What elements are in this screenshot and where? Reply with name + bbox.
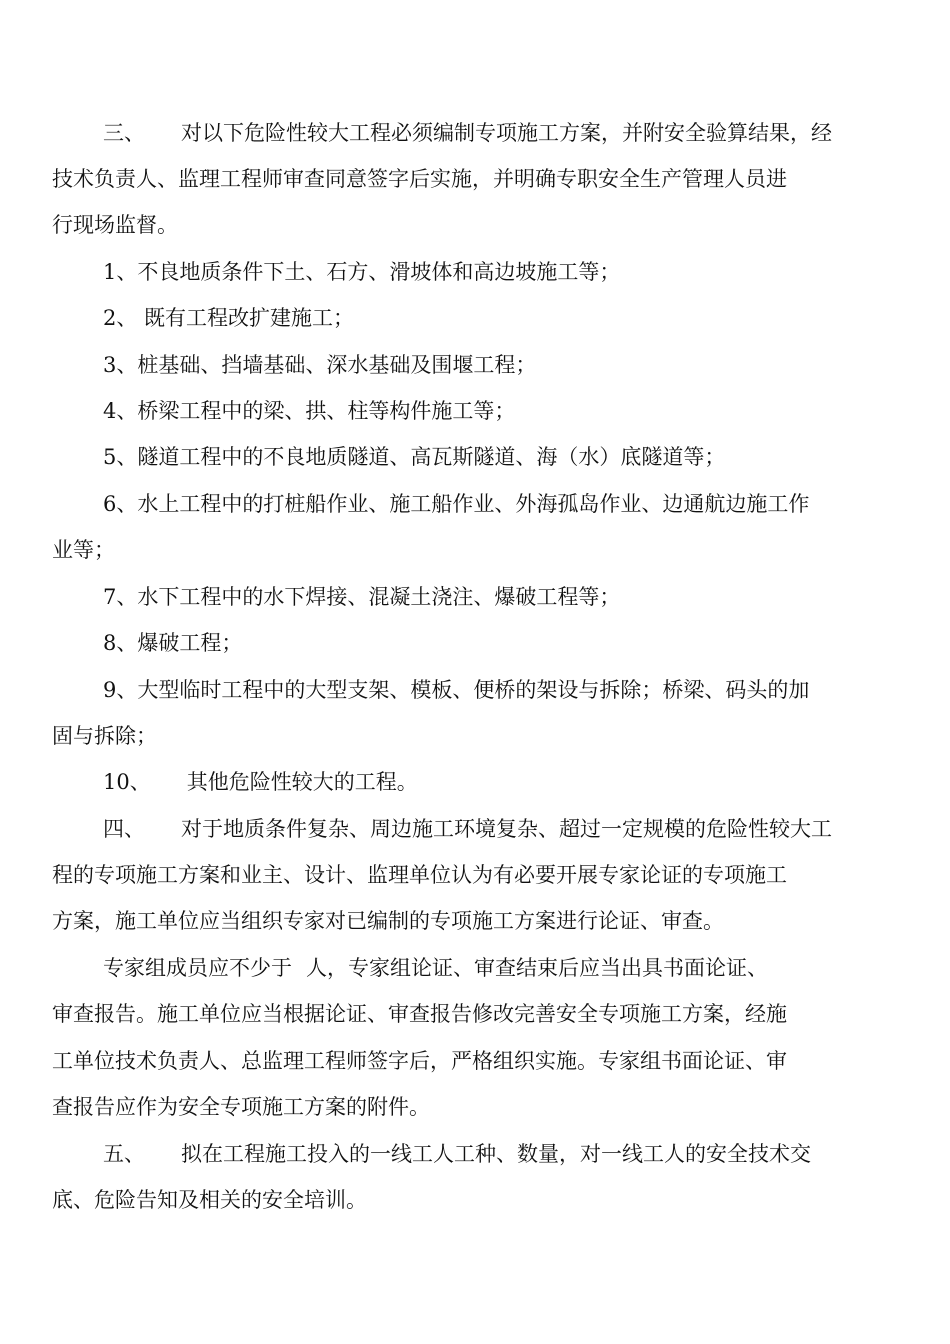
- section-5-line-2: 底、危险告知及相关的安全培训。: [52, 1188, 367, 1212]
- expert-text-1a: 专家组成员应不少于: [103, 956, 292, 980]
- section-5-text-1: 拟在工程施工投入的一线工人工种、数量，对一线工人的安全技术交: [181, 1142, 811, 1166]
- section-4-line-1: [103, 814, 948, 844]
- section-3-line-1: [103, 118, 948, 148]
- expert-line-2: 审查报告。施工单位应当根据论证、审查报告修改完善安全专项施工方案，经施: [52, 1002, 787, 1026]
- item-8: 8、爆破工程；: [103, 631, 243, 655]
- item-10-text: 其他危险性较大的工程。: [186, 770, 418, 794]
- section-5-line-1: [103, 1139, 948, 1169]
- section-4-line-2: 程的专项施工方案和业主、设计、监理单位认为有必要开展专家论证的专项施工: [52, 863, 787, 887]
- item-2: 2、 既有工程改扩建施工；: [103, 306, 355, 330]
- item-7: 7、水下工程中的水下焊接、混凝土浇注、爆破工程等；: [103, 585, 621, 609]
- section-5-marker: 五、: [103, 1142, 145, 1166]
- item-9-line-2: 固与拆除；: [52, 724, 157, 748]
- expert-text-1b: 人，专家组论证、审查结束后应当出具书面论证、: [306, 956, 768, 980]
- item-10: [103, 767, 948, 797]
- section-3-line-3: 行现场监督。: [52, 213, 178, 237]
- item-5: 5、隧道工程中的不良地质隧道、高瓦斯隧道、海（水）底隧道等；: [103, 445, 726, 469]
- item-9-line-1: 9、大型临时工程中的大型支架、模板、便桥的架设与拆除；桥梁、码头的加: [103, 678, 810, 702]
- section-3-text-1: 对以下危险性较大工程必须编制专项施工方案，并附安全验算结果，经: [181, 121, 832, 145]
- item-3: 3、桩基础、挡墙基础、深水基础及围堰工程；: [103, 353, 537, 377]
- expert-line-4: 查报告应作为安全专项施工方案的附件。: [52, 1095, 430, 1119]
- item-10-marker: 10、: [103, 770, 151, 794]
- section-4-line-3: 方案，施工单位应当组织专家对已编制的专项施工方案进行论证、审查。: [52, 909, 724, 933]
- item-1: 1、不良地质条件下土、石方、滑坡体和高边坡施工等；: [103, 260, 621, 284]
- expert-line-3: 工单位技术负责人、总监理工程师签字后，严格组织实施。专家组书面论证、审: [52, 1049, 787, 1073]
- section-3-marker: 三、: [103, 121, 145, 145]
- section-3-line-2: 技术负责人、监理工程师审查同意签字后实施，并明确专职安全生产管理人员进: [52, 167, 787, 191]
- section-4-marker: 四、: [103, 817, 145, 841]
- expert-line-1: [103, 953, 948, 983]
- item-4: 4、桥梁工程中的梁、拱、柱等构件施工等；: [103, 399, 516, 423]
- item-6-line-2: 业等；: [52, 538, 115, 562]
- item-6-line-1: 6、水上工程中的打桩船作业、施工船作业、外海孤岛作业、边通航边施工作: [103, 492, 810, 516]
- section-4-text-1: 对于地质条件复杂、周边施工环境复杂、超过一定规模的危险性较大工: [181, 817, 832, 841]
